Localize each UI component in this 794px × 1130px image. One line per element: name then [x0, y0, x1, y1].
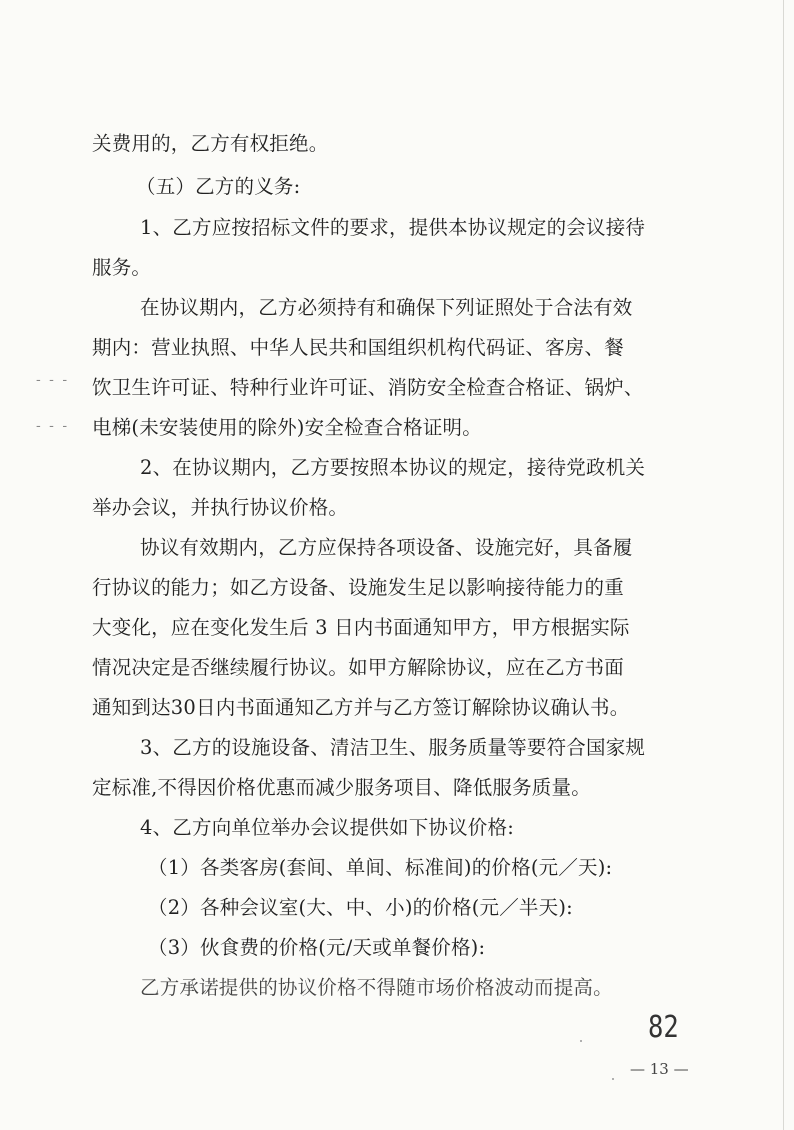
- page-number: — 13 —: [630, 1060, 689, 1078]
- paragraph-line: 定标准,不得因价格优惠而减少服务项目、降低服务质量。: [92, 776, 591, 799]
- paragraph-line: 1、乙方应按招标文件的要求，提供本协议规定的会议接待: [140, 216, 646, 239]
- paragraph-line: 3、乙方的设施设备、清洁卫生、服务质量等要符合国家规: [140, 736, 646, 759]
- paragraph-line: 饮卫生许可证、特种行业许可证、消防安全检查合格证、锅炉、: [92, 376, 644, 399]
- paragraph-line: 举办会议，并执行协议价格。: [92, 496, 349, 519]
- paragraph-line: 通知到达30日内书面通知乙方并与乙方签订解除协议确认书。: [92, 696, 630, 719]
- paragraph-line: 关费用的，乙方有权拒绝。: [92, 132, 329, 155]
- binding-mark: - - -: [36, 418, 70, 434]
- paragraph-line: 乙方承诺提供的协议价格不得随市场价格波动而提高。: [140, 976, 613, 999]
- paragraph-line: 行协议的能力；如乙方设备、设施发生足以影响接待能力的重: [92, 576, 624, 599]
- paragraph-line: 在协议期内，乙方必须持有和确保下列证照处于合法有效: [140, 296, 633, 319]
- paragraph-line: 期内：营业执照、中华人民共和国组织机构代码证、客房、餐: [92, 336, 624, 359]
- paragraph-line: 情况决定是否继续履行协议。如甲方解除协议，应在乙方书面: [92, 656, 624, 679]
- paragraph-line: 2、在协议期内，乙方要按照本协议的规定，接待党政机关: [140, 456, 646, 479]
- section-heading: （五）乙方的义务:: [136, 175, 301, 198]
- scan-speck: [612, 1078, 614, 1080]
- scan-speck: [580, 1040, 582, 1042]
- list-item: （1）各类客房(套间、单间、标准间)的价格(元／天):: [148, 856, 613, 879]
- paragraph-line: 电梯(未安装使用的除外)安全检查合格证明。: [92, 416, 482, 439]
- paragraph-line: 4、乙方向单位举办会议提供如下协议价格:: [140, 816, 514, 839]
- list-item: （2）各种会议室(大、中、小)的价格(元／半天):: [148, 896, 573, 919]
- scan-border: [783, 0, 784, 1130]
- paragraph-line: 大变化，应在变化发生后 3 日内书面通知甲方，甲方根据实际: [92, 616, 630, 639]
- binding-mark: - - -: [36, 372, 70, 388]
- paragraph-line: 协议有效期内，乙方应保持各项设备、设施完好，具备履: [140, 536, 633, 559]
- paragraph-line: 服务。: [92, 256, 152, 279]
- handwritten-page-count: 82: [648, 1010, 679, 1045]
- list-item: （3）伙食费的价格(元/天或单餐价格):: [148, 936, 486, 959]
